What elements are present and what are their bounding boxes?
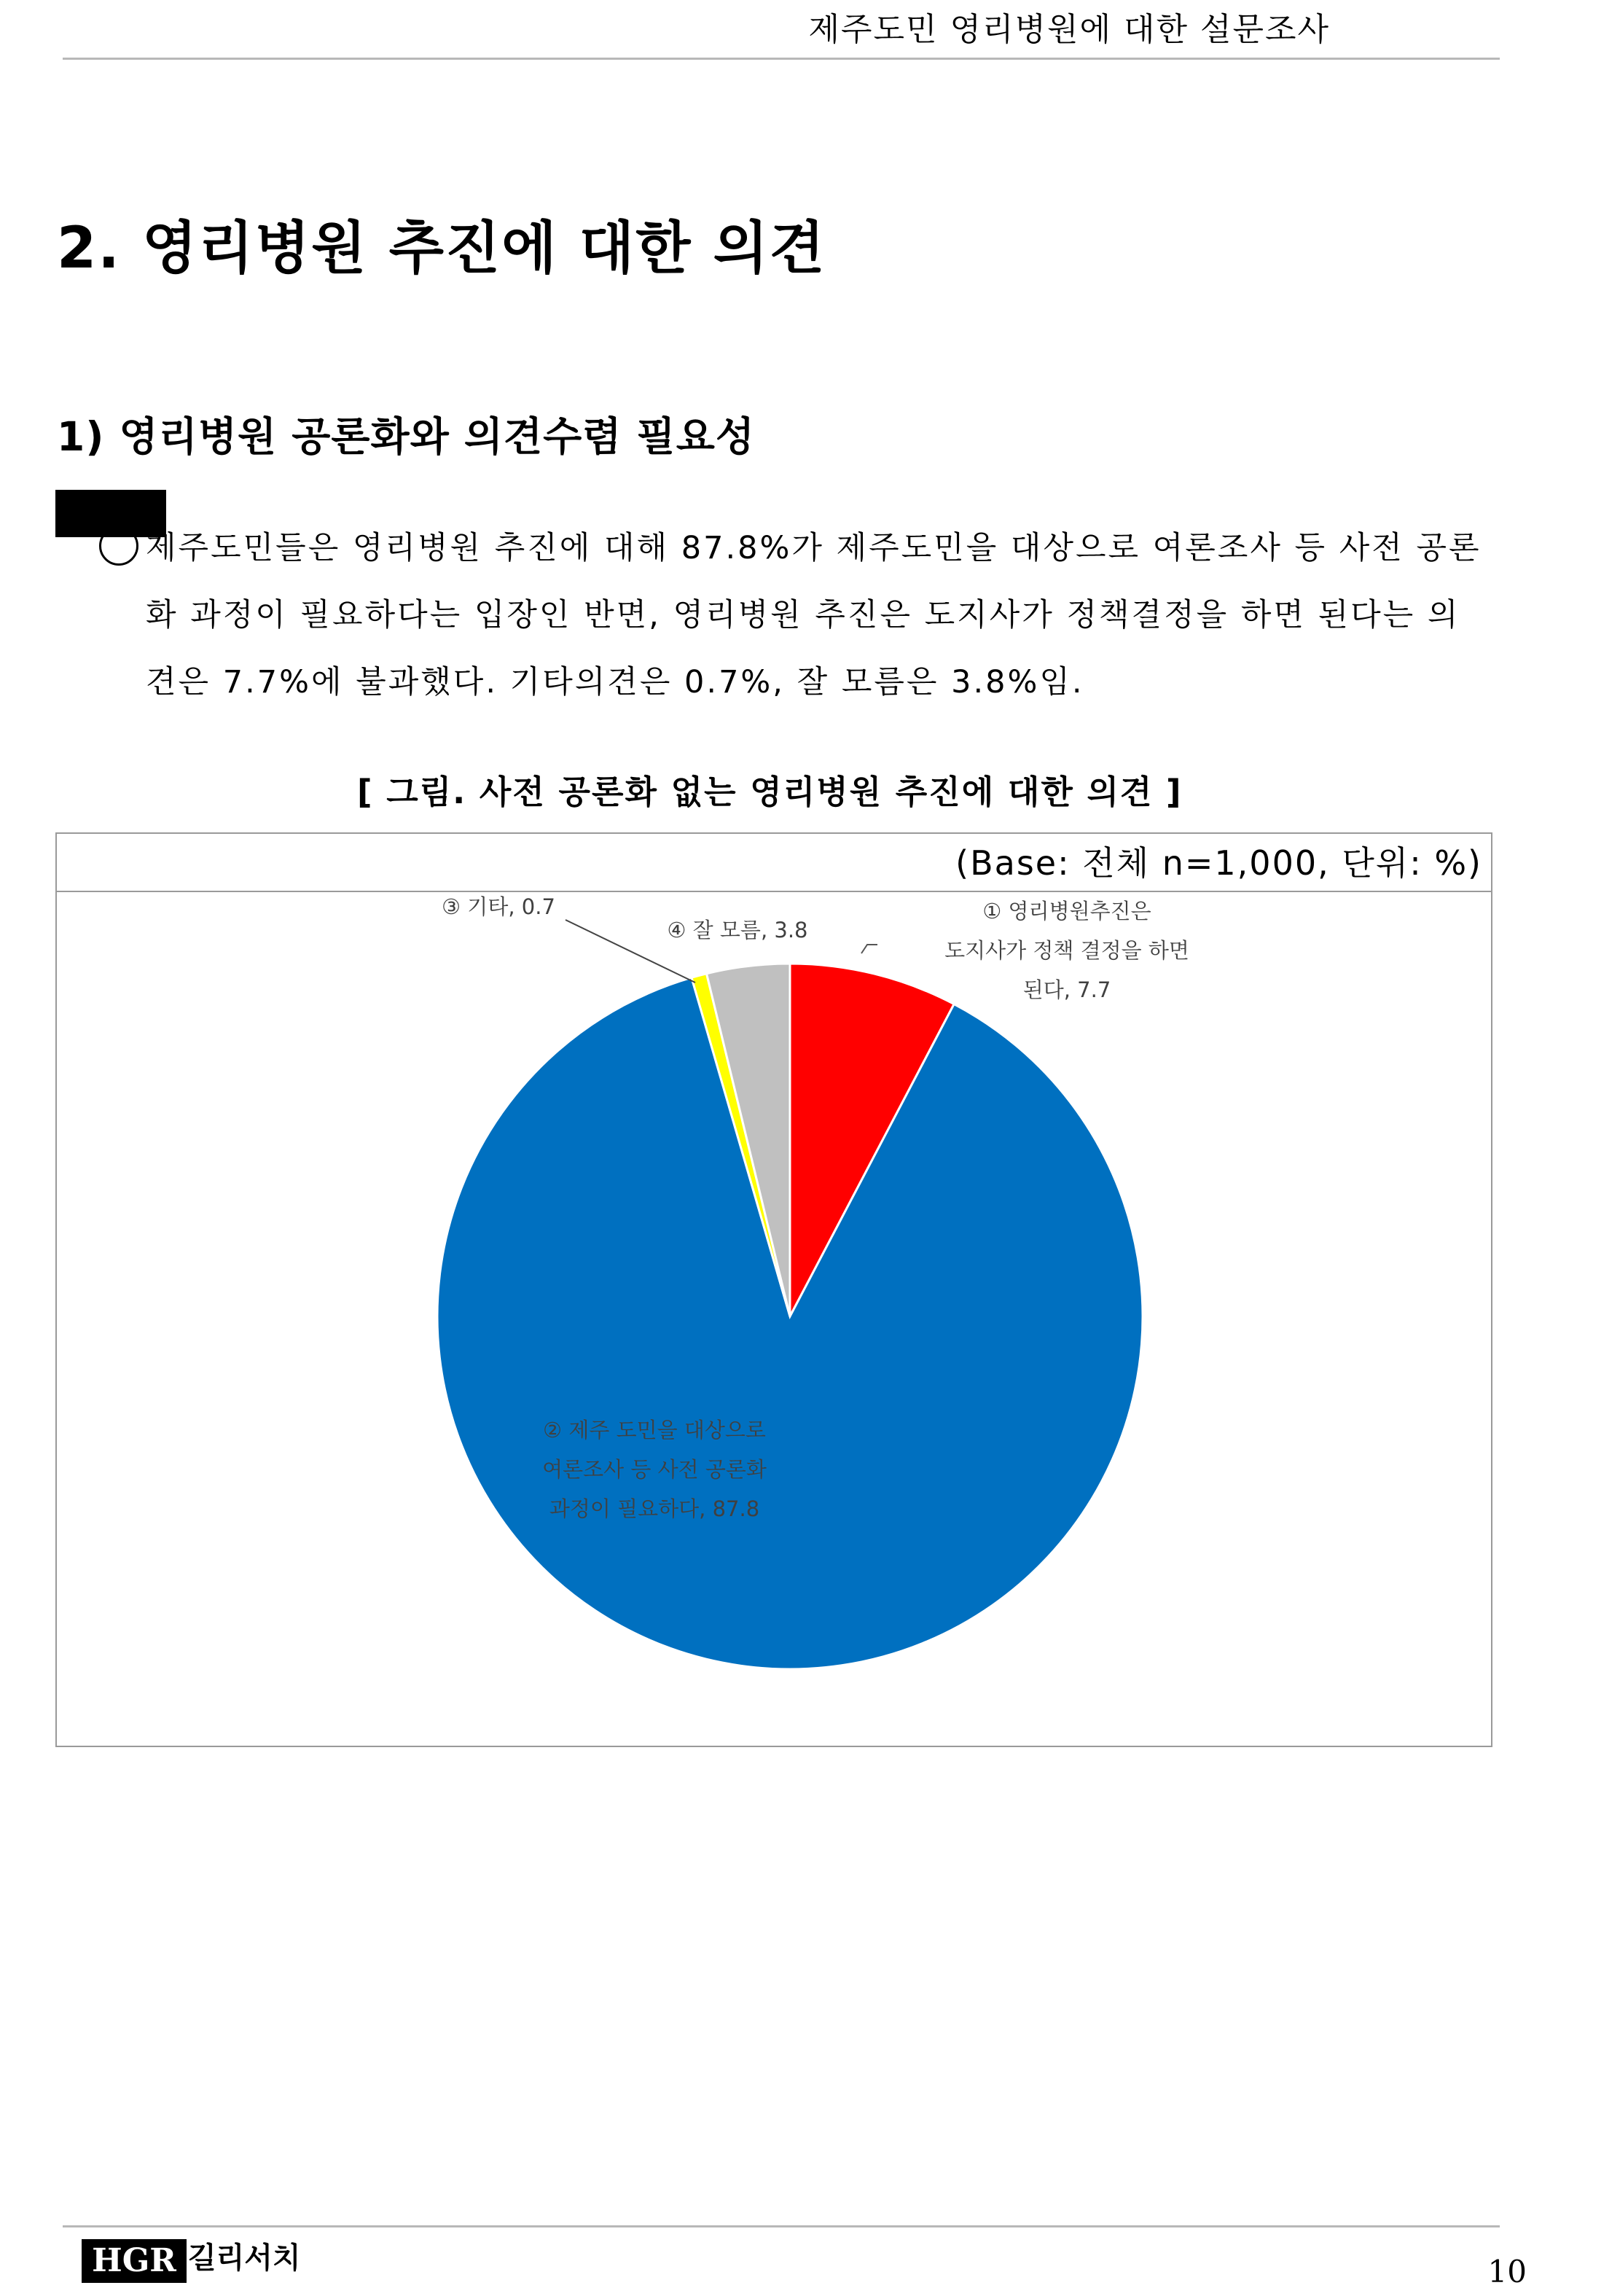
pie-chart <box>57 892 1491 1745</box>
page-number: 10 <box>1487 2254 1527 2289</box>
figure-caption: [ 그림. 사전 공론화 없는 영리병원 추진에 대한 의견 ] <box>357 773 1183 811</box>
slice-label-4 <box>667 918 807 942</box>
base-note: (Base: 전체 n=1,000, 단위: %) <box>955 843 1482 883</box>
paragraph-line-1: 제주도민들은 영리병원 추진에 대해 87.8%가 제주도민을 대상으로 여론조사 등 사전 공론 <box>146 530 1482 566</box>
slice-label-2 <box>542 1418 767 1521</box>
slice-label-2-line-3: 과정이 필요하다, 87.8 <box>549 1496 760 1521</box>
slice-label-4-line-1: ④ 잘 모름, 3.8 <box>667 918 808 942</box>
brand-name: 길리서치 <box>188 2241 301 2275</box>
slice-label-3 <box>442 894 555 919</box>
slice-label-1-line-1: ① 영리병원추진은 <box>982 899 1151 924</box>
slice-label-1-line-3: 된다, 7.7 <box>1022 977 1111 1002</box>
footer-rule <box>63 2225 1500 2227</box>
paragraph-line-2: 화 과정이 필요하다는 입장인 반면, 영리병원 추진은 도지사가 정책결정을 하면 된다는 의 <box>146 597 1460 633</box>
hgr-logo: HGR <box>82 2239 187 2283</box>
slice-label-3-line-1: ③ 기타, 0.7 <box>442 894 555 919</box>
slice-label-2-line-1: ② 제주 도민을 대상으로 <box>543 1418 766 1442</box>
slice-label-2-line-2: 여론조사 등 사전 공론화 <box>542 1457 767 1482</box>
slice-label-1 <box>944 899 1189 1002</box>
chart-base-row <box>55 832 1492 892</box>
slice-label-1-line-2: 도지사가 정책 결정을 하면 <box>944 938 1189 963</box>
label-leader-1 <box>861 945 877 953</box>
header-rule <box>63 58 1500 60</box>
paragraph-line-3: 견은 7.7%에 불과했다. 기타의견은 0.7%, 잘 모름은 3.8%임. <box>146 664 1084 700</box>
subsection-title: 1) 영리병원 공론화와 의견수렴 필요성 <box>57 413 755 460</box>
section-title: 2. 영리병원 추진에 대한 의견 <box>57 216 826 281</box>
running-header: 제주도민 영리병원에 대한 설문조사 <box>808 11 1330 48</box>
